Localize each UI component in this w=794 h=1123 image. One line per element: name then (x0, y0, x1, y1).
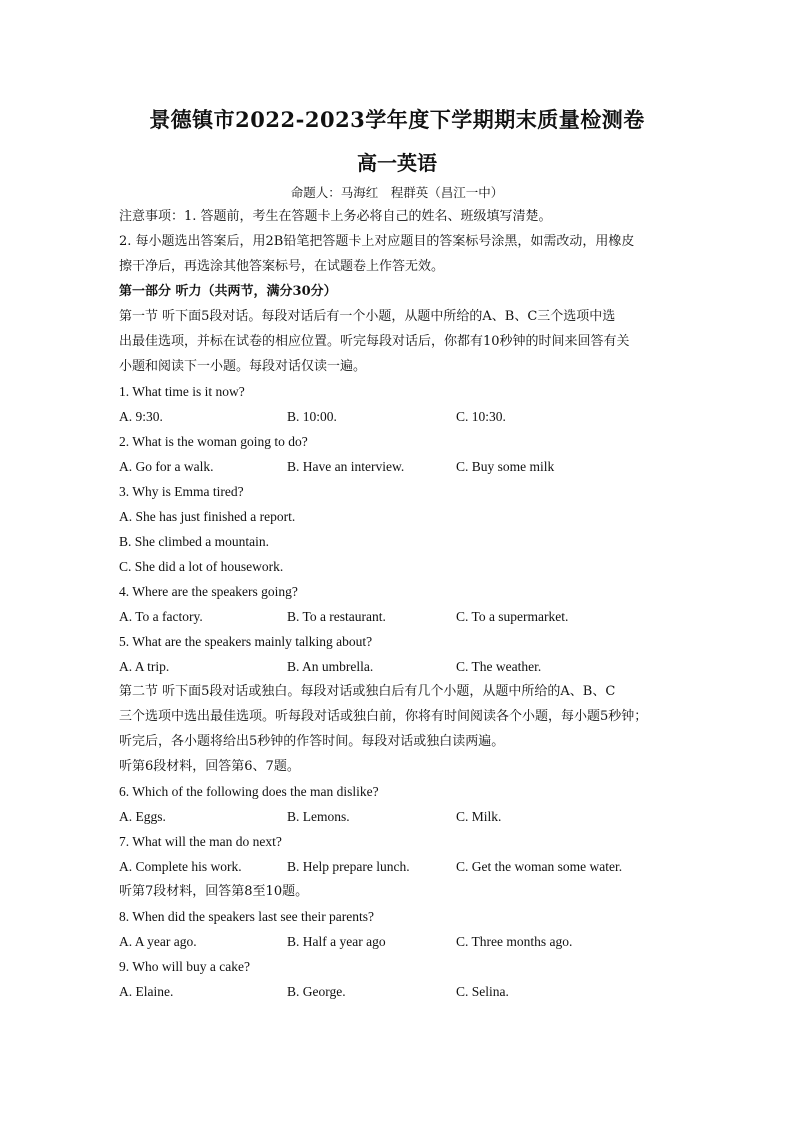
option-c: C. 10:30. (456, 409, 506, 424)
material-7-instruction: 听第7段材料，回答第8至10题。 (119, 884, 309, 899)
question-stem: 8. When did the speakers last see their parents? (119, 909, 375, 924)
option-b: B. Half a year ago (287, 934, 386, 949)
section2-line-1: 第二节 听下面5段对话或独白。每段对话或独白后有几个小题，从题中所给的A、B、C (119, 684, 616, 699)
material-6-instruction: 听第6段材料，回答第6、7题。 (119, 759, 300, 774)
question-options (119, 979, 679, 1004)
question-stem: 9. Who will buy a cake? (119, 959, 250, 974)
option-c: C. She did a lot of housework. (119, 559, 284, 574)
question-options (119, 804, 679, 829)
option-b: B. Lemons. (287, 809, 350, 824)
section1-line-1: 第一节 听下面5段对话。每段对话后有一个小题，从题中所给的A、B、C三个选项中选 (119, 309, 616, 324)
option-c: C. The weather. (456, 659, 542, 674)
question-stem: 1. What time is it now? (119, 384, 245, 399)
option-c: C. Milk. (456, 809, 502, 824)
question-stem: 5. What are the speakers mainly talking about? (119, 634, 373, 649)
notes-line-2: 2. 每小题选出答案后，用2B铅笔把答题卡上对应题目的答案标号涂黑，如需改动，用橡皮 (119, 234, 635, 249)
question-options (119, 604, 679, 629)
option-b: B. Have an interview. (287, 459, 405, 474)
question-stem: 7. What will the man do next? (119, 834, 282, 849)
option-b: B. 10:00. (287, 409, 337, 424)
notes-line-3: 擦干净后，再选涂其他答案标号，在试题卷上作答无效。 (119, 259, 445, 274)
option-b: B. An umbrella. (287, 659, 374, 674)
question-stem: 3. Why is Emma tired? (119, 484, 244, 499)
option-a: A. She has just finished a report. (119, 509, 296, 524)
question-options (119, 654, 679, 679)
exam-title: 景德镇市2022-2023学年度下学期期末质量检测卷 (149, 107, 645, 132)
exam-author: 命题人：马海红 程群英（昌江一中） (290, 185, 504, 200)
question-options (119, 454, 679, 479)
section2-line-3: 听完后，各小题将给出5秒钟的作答时间。每段对话或独白读两遍。 (119, 734, 505, 749)
option-a: A. A year ago. (119, 934, 197, 949)
option-a: A. Go for a walk. (119, 459, 214, 474)
option-a: A. A trip. (119, 659, 170, 674)
option-b: B. To a restaurant. (287, 609, 386, 624)
option-c: C. Buy some milk (456, 459, 555, 474)
exam-subject: 高一英语 (357, 151, 437, 175)
option-b: B. She climbed a mountain. (119, 534, 269, 549)
option-a: A. Elaine. (119, 984, 174, 999)
option-a: A. 9:30. (119, 409, 163, 424)
section2-line-2: 三个选项中选出最佳选项。听每段对话或独白前，你将有时间阅读各个小题，每小题5秒钟； (119, 709, 648, 724)
option-c: C. Get the woman some water. (456, 859, 623, 874)
question-stem: 2. What is the woman going to do? (119, 434, 308, 449)
part1-heading: 第一部分 听力（共两节，满分30分） (119, 284, 337, 299)
question-stem: 4. Where are the speakers going? (119, 584, 298, 599)
exam-body (119, 204, 679, 1004)
option-a: A. Eggs. (119, 809, 166, 824)
option-c: C. To a supermarket. (456, 609, 569, 624)
question-options (119, 929, 679, 954)
notes-line-1: 注意事项：1. 答题前，考生在答题卡上务必将自己的姓名、班级填写清楚。 (119, 209, 552, 224)
question-options (119, 404, 679, 429)
question-options (119, 854, 679, 879)
option-c: C. Selina. (456, 984, 509, 999)
option-b: B. Help prepare lunch. (287, 859, 410, 874)
option-c: C. Three months ago. (456, 934, 573, 949)
section1-line-3: 小题和阅读下一小题。每段对话仅读一遍。 (119, 359, 367, 374)
question-stem: 6. Which of the following does the man dislike? (119, 784, 379, 799)
option-b: B. George. (287, 984, 346, 999)
option-a: A. To a factory. (119, 609, 203, 624)
section1-line-2: 出最佳选项，并标在试卷的相应位置。听完每段对话后，你都有10秒钟的时间来回答有关 (119, 334, 630, 349)
option-a: A. Complete his work. (119, 859, 242, 874)
